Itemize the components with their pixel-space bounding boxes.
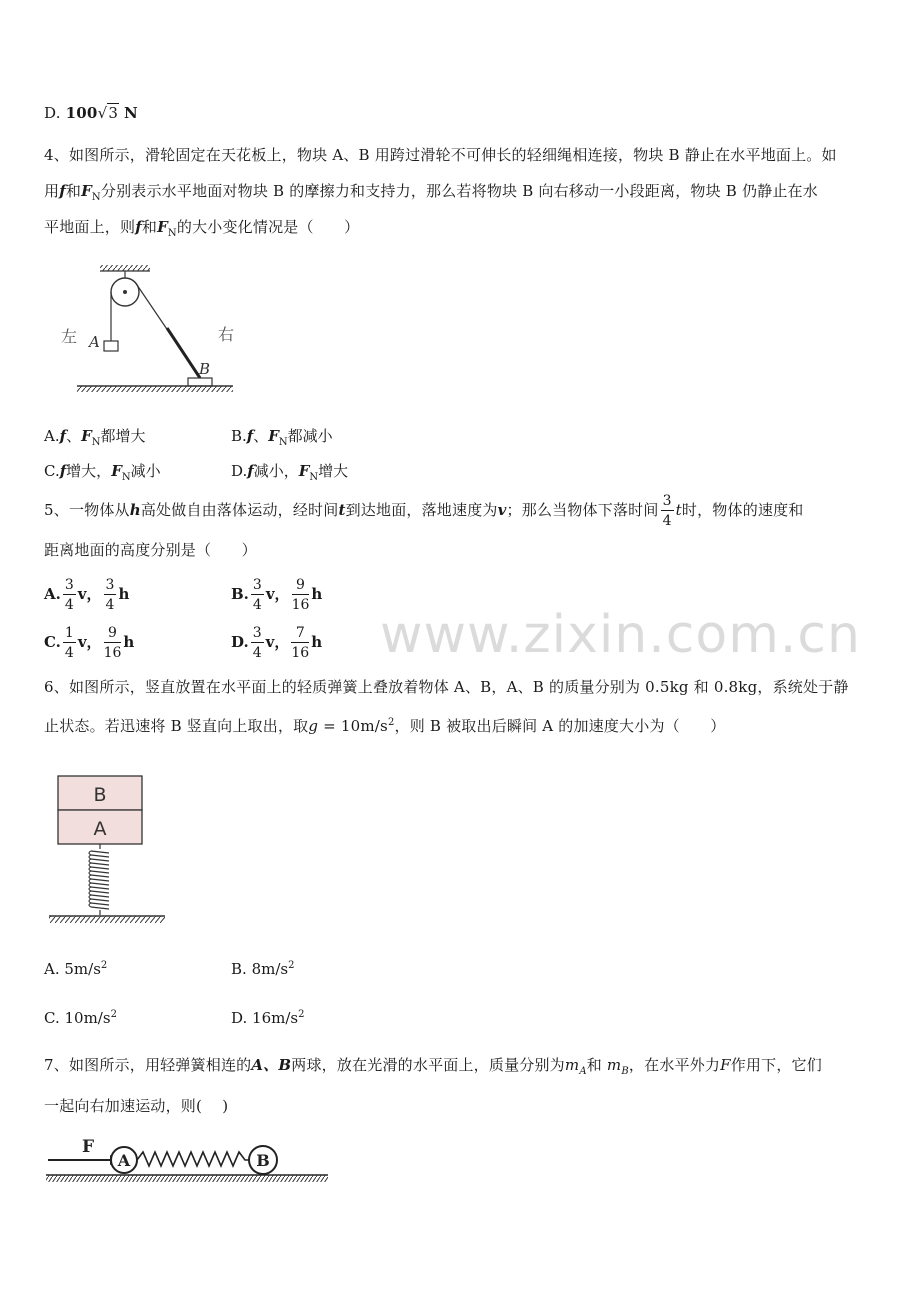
rope-b-thick xyxy=(167,328,200,378)
q4-line1: 4、如图所示，滑轮固定在天花板上，物块 A、B 用跨过滑轮不可伸长的轻细绳相连接，物块 B 静止在水平地面上。如 xyxy=(44,146,837,164)
q6-option-b[interactable] xyxy=(231,960,294,978)
fraction xyxy=(63,626,76,660)
block-a xyxy=(104,341,118,351)
equation: = 10m/s xyxy=(318,717,388,735)
sqrt-radicand: 3 xyxy=(108,104,119,122)
text: 止状态。若迅速将 B 竖直向上取出，取 xyxy=(44,717,309,735)
unit-v: v xyxy=(265,633,275,651)
exp: 2 xyxy=(298,1009,305,1020)
watermark: www.zixin.com.cn xyxy=(380,605,861,665)
q5-line2: 距离地面的高度分别是（ ） xyxy=(44,541,257,559)
option-label: C. xyxy=(44,462,60,480)
q5-option-a[interactable] xyxy=(44,578,129,612)
sym-fn: F xyxy=(157,218,168,236)
sym-m: m xyxy=(564,1056,580,1074)
spring xyxy=(137,1152,249,1166)
text: 7、如图所示，用轻弹簧相连的 xyxy=(44,1056,252,1074)
text: 和 xyxy=(65,182,82,200)
sym-fn: F xyxy=(81,182,92,200)
ceiling-hatch xyxy=(100,265,150,271)
unit-v: v xyxy=(77,633,87,651)
sym-f: F xyxy=(720,1056,731,1074)
sym-t: t xyxy=(675,501,682,519)
label-b: B xyxy=(199,360,211,378)
q4-line3 xyxy=(44,220,359,239)
comma: ， xyxy=(274,585,290,603)
sub-b: B xyxy=(621,1066,629,1077)
label-b: B xyxy=(93,784,107,806)
label-right: 右 xyxy=(218,325,235,344)
ground-hatch xyxy=(77,386,233,392)
label-b: B xyxy=(256,1151,270,1170)
option-label: A. xyxy=(44,585,61,603)
text: 分别表示水平地面对物块 B 的摩擦力和支持力，那么若将物块 B 向右移动一小段距离，物块 B 仍静止在水 xyxy=(100,182,818,200)
q6-option-c[interactable] xyxy=(44,1009,117,1027)
denominator: 4 xyxy=(64,597,74,613)
text: ，在水平外力 xyxy=(628,1056,721,1074)
denominator: 4 xyxy=(64,645,74,661)
fraction xyxy=(104,578,117,612)
option-label: B. xyxy=(231,427,247,445)
q4-line2 xyxy=(44,184,818,203)
sym-f: f xyxy=(59,462,67,480)
sub-n: N xyxy=(167,228,177,239)
option-text: 增大， xyxy=(66,462,112,480)
q7-line2: 一起向右加速运动，则( ) xyxy=(44,1097,229,1115)
text: 作用下，它们 xyxy=(730,1056,822,1074)
fraction-3-4 xyxy=(661,494,674,528)
option-label: A. xyxy=(44,427,60,445)
text: 的大小变化情况是（ ） xyxy=(176,218,360,236)
sym-f: f xyxy=(59,427,67,445)
spring-balls-figure xyxy=(44,1135,334,1190)
fraction xyxy=(251,578,264,612)
sub-n: N xyxy=(91,437,101,448)
denominator: 4 xyxy=(252,597,262,613)
text: 5、一物体从 xyxy=(44,501,130,519)
sym-f: f xyxy=(135,218,142,236)
option-label: D. xyxy=(44,104,61,122)
denominator: 16 xyxy=(291,645,310,661)
fraction xyxy=(292,578,310,612)
comma: ， xyxy=(86,585,102,603)
text: 到达地面，落地速度为 xyxy=(345,501,498,519)
option-value: 10m/s xyxy=(64,1009,111,1027)
sym-fn: F xyxy=(111,462,122,480)
label-a: A xyxy=(93,818,107,840)
sym-fn: F xyxy=(268,427,279,445)
unit-v: v xyxy=(77,585,87,603)
q4-option-a[interactable] xyxy=(44,425,146,448)
label-f: F xyxy=(82,1137,95,1157)
spring-coil xyxy=(91,844,109,915)
q4-option-b[interactable] xyxy=(231,425,333,448)
sep: 、 xyxy=(66,427,82,445)
sub-n: N xyxy=(309,472,319,483)
q4-option-c[interactable] xyxy=(44,460,161,483)
text: 和 xyxy=(141,218,158,236)
text: 高处做自由落体运动，经时间 xyxy=(140,501,339,519)
fraction xyxy=(104,626,122,660)
fraction xyxy=(291,626,309,660)
denominator: 4 xyxy=(252,645,262,661)
spring-coil-back xyxy=(89,851,91,907)
label-a: A xyxy=(89,333,100,351)
numerator: 1 xyxy=(64,625,74,641)
unit-h: h xyxy=(123,633,135,651)
numerator: 3 xyxy=(252,625,262,641)
option-label: B. xyxy=(231,960,247,978)
denominator: 16 xyxy=(291,597,310,613)
comma: ， xyxy=(86,633,102,651)
sym-m: m xyxy=(606,1056,622,1074)
option-value: 5m/s xyxy=(64,960,101,978)
option-text: 减小， xyxy=(253,462,299,480)
sym-fn: F xyxy=(81,427,92,445)
q4-option-d[interactable] xyxy=(231,460,348,483)
q6-option-d[interactable] xyxy=(231,1009,304,1027)
denominator: 16 xyxy=(103,645,122,661)
label-left: 左 xyxy=(61,327,78,346)
sym-ab: A、B xyxy=(251,1056,292,1074)
pulley-figure xyxy=(55,262,255,397)
option-text: 减小 xyxy=(130,462,161,480)
text: 平地面上，则 xyxy=(44,218,136,236)
numerator: 9 xyxy=(292,578,310,595)
exp: 2 xyxy=(288,960,295,971)
option-label: C. xyxy=(44,1009,60,1027)
sep: 、 xyxy=(253,427,269,445)
sqrt-sign: √ xyxy=(97,104,108,122)
q5-line1 xyxy=(44,494,804,528)
numerator: 3 xyxy=(105,577,115,593)
q5-option-c[interactable] xyxy=(44,626,134,660)
fraction xyxy=(63,578,76,612)
option-label: D. xyxy=(231,633,249,651)
sym-f: f xyxy=(247,462,254,480)
numerator: 3 xyxy=(252,577,262,593)
option-label: C. xyxy=(44,633,61,651)
text: ；那么当物体下落时间 xyxy=(506,501,659,519)
sym-h: h xyxy=(129,501,141,519)
sub-n: N xyxy=(121,472,131,483)
ground-hatch xyxy=(49,916,165,923)
unit-h: h xyxy=(118,585,130,603)
label-a: A xyxy=(117,1151,131,1170)
exp: 2 xyxy=(100,960,108,971)
option-value: 16m/s xyxy=(252,1009,299,1027)
option-text: 都增大 xyxy=(100,427,146,445)
denominator: 4 xyxy=(662,513,672,529)
unit: N xyxy=(124,104,138,122)
q6-line1: 6、如图所示，竖直放置在水平面上的轻质弹簧上叠放着物体 A、B，A、B 的质量分别为 0.5kg 和 0.8kg，系统处于静 xyxy=(44,678,849,696)
sub-n: N xyxy=(91,192,101,203)
ground-hatch xyxy=(46,1175,328,1182)
option-label: B. xyxy=(231,585,249,603)
unit-h: h xyxy=(311,633,323,651)
option-label: D. xyxy=(231,462,248,480)
unit-h: h xyxy=(311,585,323,603)
option-text: 增大 xyxy=(318,462,349,480)
block-b xyxy=(188,378,212,386)
sub-n: N xyxy=(278,437,288,448)
option-value: 100 xyxy=(65,104,98,122)
sym-t: t xyxy=(338,501,346,519)
numerator: 3 xyxy=(662,493,672,509)
sym-fn: F xyxy=(298,462,310,480)
text: 时，物体的速度和 xyxy=(681,501,804,519)
sym-v: v xyxy=(497,501,507,519)
q6-option-a[interactable] xyxy=(44,960,107,978)
spring-figure xyxy=(45,773,170,933)
sym-f: f xyxy=(246,427,254,445)
sym-g: g xyxy=(308,717,319,735)
denominator: 4 xyxy=(105,597,115,613)
q5-option-d[interactable] xyxy=(231,626,322,660)
numerator: 3 xyxy=(64,577,74,593)
option-text: 都减小 xyxy=(287,427,333,445)
text: 两球，放在光滑的水平面上，质量分别为 xyxy=(291,1056,565,1074)
fraction xyxy=(251,626,264,660)
option-label: A. xyxy=(44,960,60,978)
q5-option-b[interactable] xyxy=(231,578,322,612)
unit-v: v xyxy=(265,585,275,603)
q3-option-d[interactable] xyxy=(44,106,138,121)
option-label: D. xyxy=(231,1009,248,1027)
numerator: 9 xyxy=(104,626,122,643)
text: 用 xyxy=(44,182,60,200)
q6-line2 xyxy=(44,718,725,734)
exp: 2 xyxy=(110,1009,117,1020)
comma: ， xyxy=(274,633,290,651)
q7-line1 xyxy=(44,1058,822,1077)
numerator: 7 xyxy=(291,626,309,643)
option-value: 8m/s xyxy=(251,960,289,978)
sub-a: A xyxy=(579,1066,587,1077)
pulley-axle xyxy=(123,290,127,294)
exp: 2 xyxy=(387,717,395,728)
text: 和 xyxy=(586,1056,602,1074)
sym-f: f xyxy=(59,182,66,200)
text: ，则 B 被取出后瞬间 A 的加速度大小为（ ） xyxy=(394,717,726,735)
